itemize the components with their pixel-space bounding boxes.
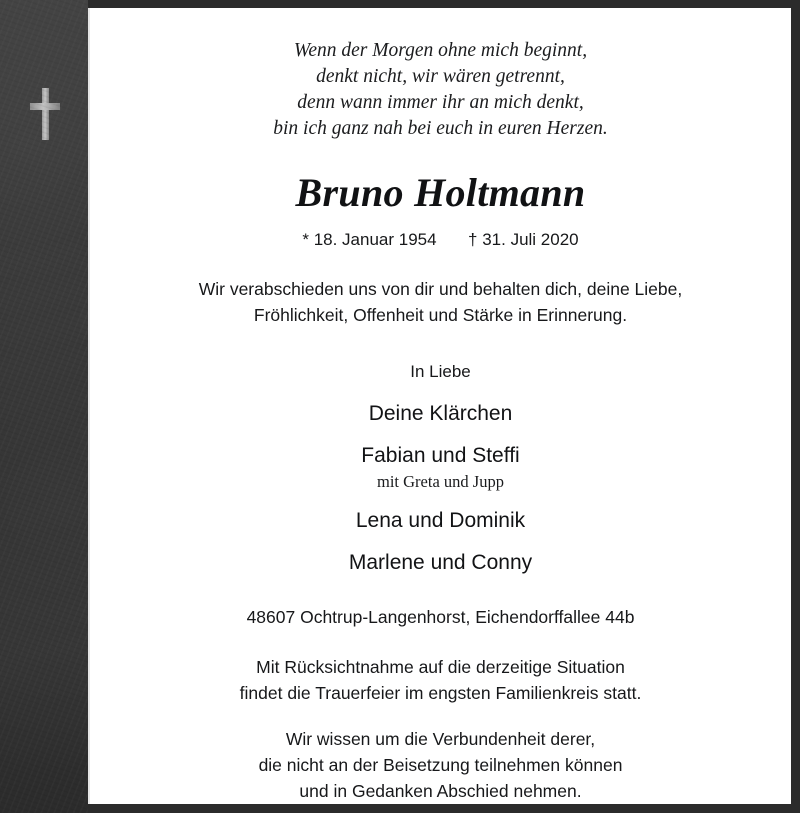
- christian-cross-icon: [30, 88, 60, 140]
- deceased-name: Bruno Holtmann: [295, 170, 586, 215]
- note-line-1: Wir wissen um die Verbundenheit derer,: [285, 729, 596, 749]
- obituary-content: [90, 8, 791, 804]
- note-block-ceremony: [130, 654, 751, 706]
- in-love-label: In Liebe: [410, 362, 471, 381]
- farewell-line-1: Wir verabschieden uns von dir und behalten dich, deine Liebe,: [198, 279, 683, 299]
- mourner-name: Lena und Dominik: [355, 509, 526, 532]
- stone-texture-band: [0, 0, 88, 813]
- frame-top-border: [0, 0, 800, 8]
- life-dates: [130, 230, 751, 250]
- mourners-list: [130, 400, 751, 577]
- note-line-2: findet die Trauerfeier im engsten Familienkreis statt.: [239, 683, 642, 703]
- mourner-name: Deine Klärchen: [368, 402, 513, 425]
- service-notes: [130, 654, 751, 804]
- note-block-gratitude: [130, 726, 751, 804]
- mourner-entry: [130, 549, 751, 577]
- mourner-entry: [130, 507, 751, 535]
- mourner-name: Fabian und Steffi: [361, 444, 520, 467]
- note-line-1: Mit Rücksichtnahme auf die derzeitige Situation: [256, 657, 625, 677]
- verse-line-4: bin ich ganz nah bei euch in euren Herzen.: [273, 118, 608, 139]
- cross-vertical-bar: [42, 88, 49, 140]
- mourner-entry: [130, 442, 751, 493]
- mourner-children: mit Greta und Jupp: [377, 472, 504, 491]
- verse-line-1: Wenn der Morgen ohne mich beginnt,: [293, 40, 588, 61]
- mourner-name: Marlene und Conny: [348, 551, 533, 574]
- memorial-verse: [130, 38, 751, 142]
- note-line-2: die nicht an der Beisetzung teilnehmen können: [258, 755, 623, 775]
- address-line: 48607 Ochtrup-Langenhorst, Eichendorffallee 44b: [246, 607, 635, 627]
- death-date: † 31. Juli 2020: [468, 230, 579, 249]
- frame-bottom-border: [0, 804, 800, 813]
- frame-right-border: [791, 0, 800, 813]
- mourner-entry: [130, 400, 751, 428]
- cross-horizontal-bar: [30, 103, 60, 110]
- farewell-text: [130, 276, 751, 328]
- note-line-3: und in Gedanken Abschied nehmen.: [299, 781, 582, 801]
- birth-date: * 18. Januar 1954: [302, 230, 437, 249]
- farewell-line-2: Fröhlichkeit, Offenheit und Stärke in Erinnerung.: [253, 305, 628, 325]
- verse-line-3: denn wann immer ihr an mich denkt,: [297, 92, 584, 113]
- verse-line-2: denkt nicht, wir wären getrennt,: [316, 66, 565, 87]
